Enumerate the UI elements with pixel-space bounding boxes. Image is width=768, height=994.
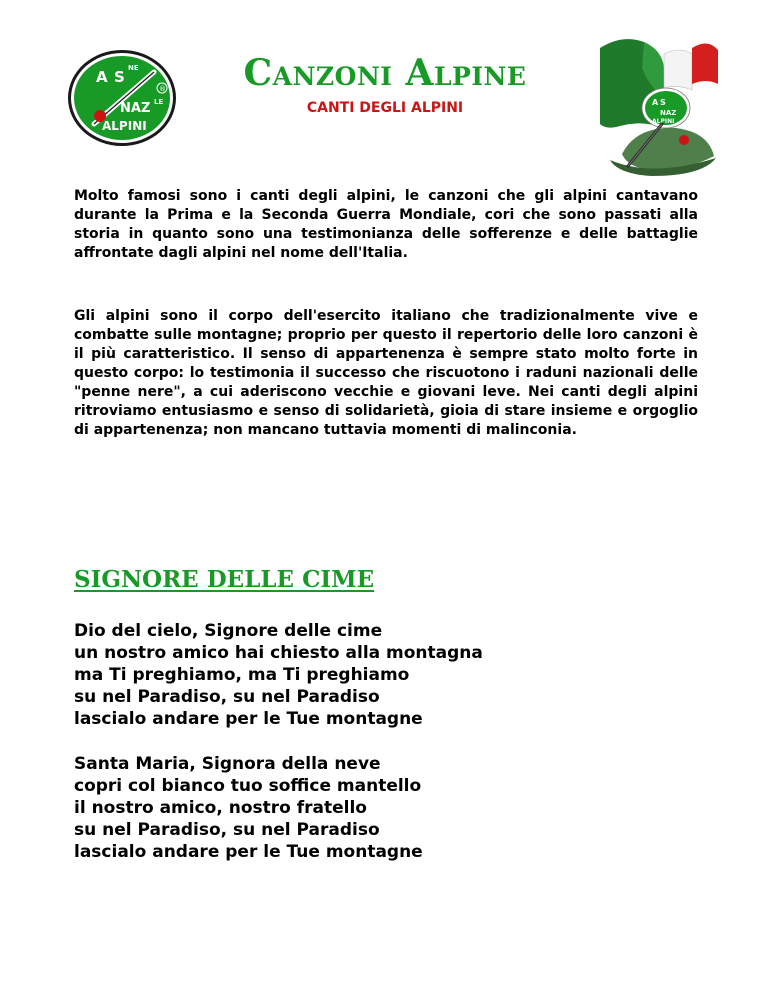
intro-paragraph-1: Molto famosi sono i canti degli alpini, le canzoni che gli alpini cantavano durante la Prima e la Seconda Guerra Mondiale, cori che sono passati alla storia in quanto sono una testimonianza delle sofferenze e delle battaglie affrontate dagli alpini nel nome dell'Italia. [74, 188, 698, 261]
small-logo-naz: NAZ [660, 109, 677, 117]
verse-2 [74, 753, 423, 863]
small-logo-alpini: ALPINI [652, 118, 675, 125]
small-logo-letter-a: A [652, 98, 659, 107]
verse-line: su nel Paradiso, su nel Paradiso [74, 820, 380, 840]
hat-pompom-icon [679, 135, 689, 145]
logo-naz: NAZ [120, 101, 151, 116]
verse-line: su nel Paradiso, su nel Paradiso [74, 687, 380, 707]
logo-letter-a: A [96, 68, 108, 86]
logo-alpini: ALPINI [102, 119, 147, 133]
logo-letter-s: S [114, 68, 125, 86]
alpine-hat-flag-illustration [592, 28, 720, 178]
verse-1 [74, 620, 483, 730]
logo-le: LE [154, 98, 164, 106]
ana-logo [66, 48, 178, 148]
registered-mark: ® [159, 85, 166, 93]
verse-line: copri col bianco tuo soffice mantello [74, 776, 422, 796]
logo-ne: NE [128, 64, 139, 72]
song-title: SIGNORE DELLE CIME [74, 566, 375, 593]
verse-line: lascialo andare per le Tue montagne [74, 709, 423, 729]
verse-line: Dio del cielo, Signore delle cime [74, 621, 383, 641]
page-subtitle: CANTI DEGLI ALPINI [306, 100, 464, 116]
verse-line: ma Ti preghiamo, ma Ti preghiamo [74, 665, 410, 685]
page-title: Canzoni Alpine [243, 52, 527, 94]
verse-line: Santa Maria, Signora della neve [74, 754, 381, 774]
intro-paragraph-2: Gli alpini sono il corpo dell'esercito italiano che tradizionalmente vive e combatte sulle montagne; proprio per questo il repertorio delle loro canzoni è il più caratteristico. Il senso di appartenenza è sempre stato molto forte in questo corpo: lo testimonia il successo che riscuotono i raduni nazionali delle "penne nere", a cui aderiscono vecchie e giovani leve. Nei canti degli alpini ritroviamo entusiasmo e senso di solidarietà, gioia di stare insieme e orgoglio di appartenenza; non mancano tuttavia momenti di malinconia. [74, 308, 698, 438]
verse-line: il nostro amico, nostro fratello [74, 798, 367, 818]
verse-line: lascialo andare per le Tue montagne [74, 842, 423, 862]
small-logo-letter-s: S [660, 98, 666, 107]
verse-line: un nostro amico hai chiesto alla montagna [74, 643, 483, 663]
